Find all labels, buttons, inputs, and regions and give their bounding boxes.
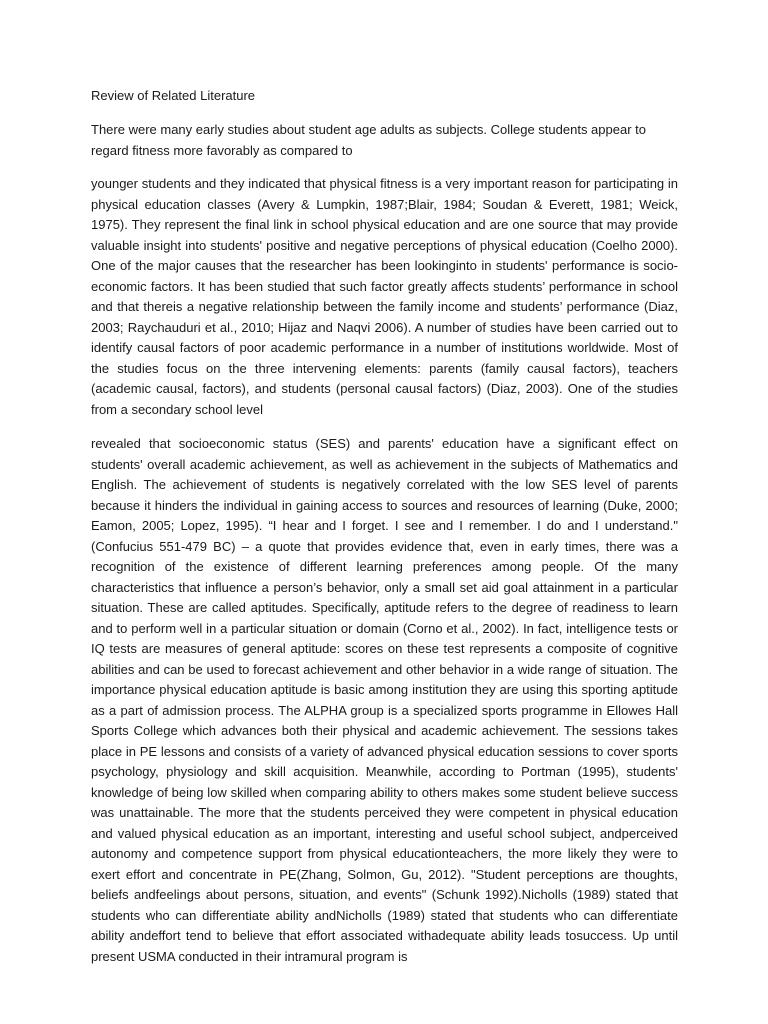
paragraph-body-2: revealed that socioeconomic status (SES) and parents' education have a significant effect on students' overall academic achievement, as well as achievement in the subjects of Mathematics and English. The achievement of students is negatively correlated with the low SES level of parents because it hinders the individual in gaining access to sources and resources of learning (Duke, 2000; Eamon, 2005; Lopez, 1995). “I hear and I forget. I see and I remember. I do and I understand." (Confucius 551-479 BC) – a quote that provides evidence that, even in early times, there was a recognition of the existence of different learning preferences among people. Of the many characteristics that influence a person’s behavior, only a small set aid goal attainment in a particular situation. These are called aptitudes. Specifically, aptitude refers to the degree of readiness to learn and to perform well in a particular situation or domain (Corno et al., 2002). In fact, intelligence tests or IQ tests are measures of general aptitude: scores on these test represents a composite of cognitive abilities and can be used to forecast achievement and other behavior in a wide range of situation. The importance physical education aptitude is basic among institution they are using this sporting aptitude as a part of admission process. The ALPHA group is a specialized sports programme in Ellowes Hall Sports College which advances both their physical and academic achievement. The sessions takes place in PE lessons and consists of a variety of advanced physical education sessions to cover sports psychology, physiology and skill acquisition. Meanwhile, according to Portman (1995), students' knowledge of being low skilled when comparing ability to others makes some student believe success was unattainable. The more that the students perceived they were competent in physical education and valued physical education as an important, interesting and useful school subject, andperceived autonomy and competence support from physical educationteachers, the more likely they were to exert effort and concentrate in PE(Zhang, Solmon, Gu, 2012). "Student perceptions are thoughts, beliefs andfeelings about persons, situation, and events" (Schunk 1992).Nicholls (1989) stated that students who can differentiate ability andNicholls (1989) stated that students who can differentiate ability andeffort tend to believe that effort associated withadequate ability leads tosuccess. Up until present USMA conducted in their intramural program is [91, 436, 678, 964]
document-page [91, 86, 678, 981]
page-heading: Review of Related Literature [91, 88, 256, 103]
paragraph-intro: There were many early studies about student age adults as subjects. College students appear to regard fitness more favorably as compared to [91, 122, 646, 158]
paragraph-body-1: younger students and they indicated that physical fitness is a very important reason for participating in physical education classes (Avery & Lumpkin, 1987;Blair, 1984; Soudan & Everett, 1981; Weick, 1975). They represent the final link in school physical education and are one source that may provide valuable insight into students' positive and negative perceptions of physical education (Coelho 2000). One of the major causes that the researcher has been lookinginto in students' performance is socio-economic factors. It has been studied that such factor greatly affects students’ performance in school and that thereis a negative relationship between the family income and students’ performance (Diaz, 2003; Raychauduri et al., 2010; Hijaz and Naqvi 2006). A number of studies have been carried out to identify causal factors of poor academic performance in a number of institutions worldwide. Most of the studies focus on the three intervening elements: parents (family causal factors), teachers (academic causal, factors), and students (personal causal factors) (Diaz, 2003). One of the studies from a secondary school level [91, 176, 678, 417]
